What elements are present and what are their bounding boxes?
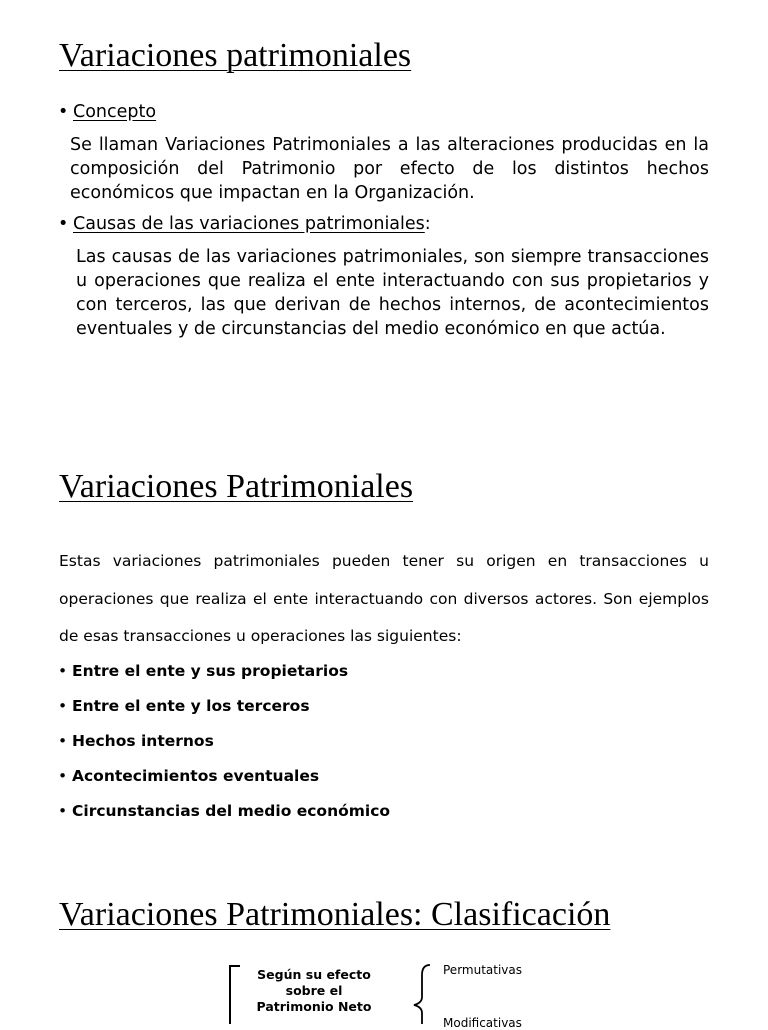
causas-colon: : [424, 214, 431, 234]
list-item: • Entre el ente y los terceros [58, 693, 390, 728]
right-brace [410, 963, 434, 1024]
bullet-dot: • [58, 214, 69, 234]
section2-title: Variaciones Patrimoniales [59, 468, 414, 505]
section3-title: Variaciones Patrimoniales: Clasificación [59, 896, 611, 933]
bullet-dot: • [58, 802, 68, 820]
causas-label: Causas de las variaciones patrimoniales [73, 214, 425, 234]
section2-intro: Estas variaciones patrimoniales pueden tener su origen en transacciones u operaciones que realiza el ente interactuando con diversos actores. Son ejemplos de esas transacciones u operaciones las siguientes: [59, 552, 709, 645]
branch-permutativas: Permutativas [443, 963, 523, 977]
branch-modificativas: Modificativas [443, 1016, 522, 1030]
causas-paragraph: Las causas de las variaciones patrimoniales, son siempre transacciones u operaciones que realiza el ente interactuando con sus propietarios y con terceros, las que derivan de hechos internos, de acontecimientos eventuales y de circunstancias del medio económico en que actúa. [76, 247, 709, 339]
list-item: • Hechos internos [58, 728, 390, 763]
bullet-dot: • [58, 662, 68, 680]
concepto-paragraph: Se llaman Variaciones Patrimoniales a las alteraciones producidas en la composición del Patrimonio por efecto de los distintos hechos económicos que impactan en la Organización. [70, 135, 709, 203]
concepto-label: Concepto [73, 102, 157, 122]
bullet-causas [58, 213, 431, 235]
bullet-dot: • [58, 102, 69, 122]
bullet-dot: • [58, 697, 68, 715]
list-item: • Circunstancias del medio económico [58, 798, 390, 833]
bullet-dot: • [58, 767, 68, 785]
section1-title: Variaciones patrimoniales [59, 37, 412, 74]
bullet-concepto [58, 101, 156, 123]
bullet-dot: • [58, 732, 68, 750]
list-item: • Entre el ente y sus propietarios [58, 658, 390, 693]
left-bracket [224, 964, 244, 1024]
section2-list [58, 658, 390, 833]
classification-root-label: Según su efecto sobre el Patrimonio Neto [256, 967, 372, 1014]
list-item: • Acontecimientos eventuales [58, 763, 390, 798]
